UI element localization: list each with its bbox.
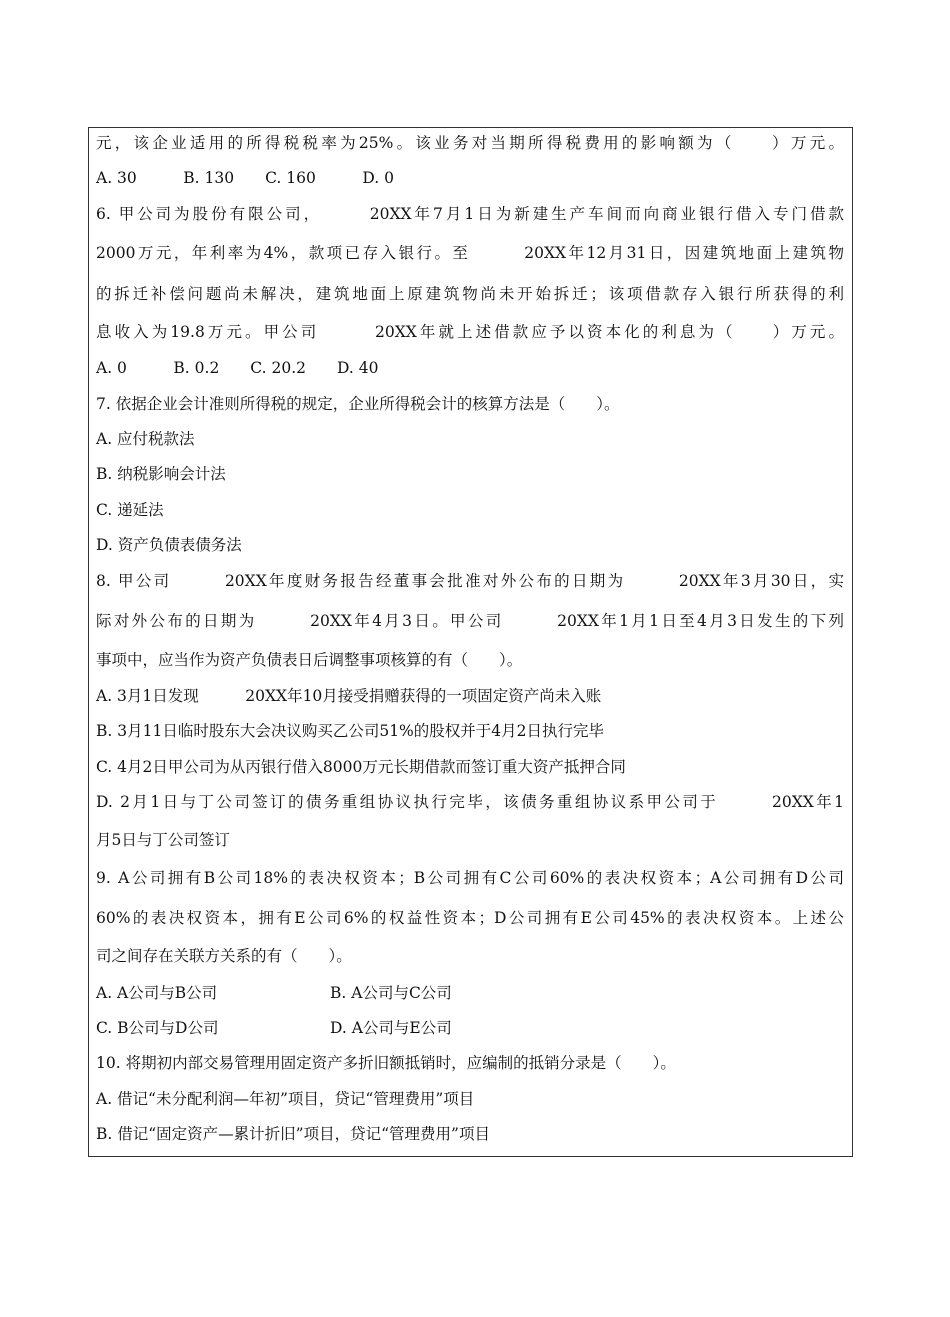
q9-option-c: C. B公司与D公司 — [96, 1019, 219, 1037]
q8-stem-line2: 际对外公布的日期为 20XX年4月3日。甲公司 20XX年1月1日至4月3日发生的下列 — [96, 612, 844, 630]
q6-options: A. 0 B. 0.2 C. 20.2 D. 40 — [96, 359, 379, 377]
q6-stem-line3: 的拆迁补偿问题尚未解决，建筑地面上原建筑物尚未开始拆迁；该项借款存入银行所获得的利 — [96, 285, 844, 303]
q8-stem-line3: 事项中，应当作为资产负债表日后调整事项核算的有（ ）。 — [96, 651, 523, 669]
q8-option-d-line1: D. 2月1日与丁公司签订的债务重组协议执行完毕，该债务重组协议系甲公司于 20XX年1 — [96, 793, 844, 811]
q10-option-a: A. 借记“未分配利润—年初”项目，贷记“管理费用”项目 — [96, 1090, 475, 1108]
q8-option-d-line2: 月5日与丁公司签订 — [96, 831, 230, 849]
q7-option-a: A. 应付税款法 — [96, 430, 195, 448]
q8-option-b: B. 3月11日临时股东大会决议购买乙公司51%的股权并于4月2日执行完毕 — [96, 722, 605, 740]
q8-stem-line1: 8. 甲公司 20XX年度财务报告经董事会批准对外公布的日期为 20XX年3月30日，实 — [96, 572, 844, 590]
q8-option-c: C. 4月2日甲公司为从丙银行借入8000万元长期借款而签订重大资产抵押合同 — [96, 758, 626, 776]
q9-option-d: D. A公司与E公司 — [330, 1019, 452, 1037]
q9-option-b: B. A公司与C公司 — [330, 984, 452, 1002]
q5-options: A. 30 B. 130 C. 160 D. 0 — [96, 169, 394, 187]
q10-stem: 10. 将期初内部交易管理用固定资产多折旧额抵销时，应编制的抵销分录是（ ）。 — [96, 1054, 676, 1072]
q7-option-c: C. 递延法 — [96, 501, 164, 519]
q10-option-b: B. 借记“固定资产—累计折旧”项目，贷记“管理费用”项目 — [96, 1125, 490, 1143]
q7-stem: 7. 依据企业会计准则所得税的规定，企业所得税会计的核算方法是（ ）。 — [96, 395, 620, 413]
q6-stem-line4: 息收入为19.8万元。甲公司 20XX年就上述借款应予以资本化的利息为（ ）万元。 — [96, 323, 844, 341]
q6-stem-line2: 2000万元，年利率为4%，款项已存入银行。至 20XX年12月31日，因建筑地面上建筑物 — [96, 244, 844, 262]
q9-stem-line3: 司之间存在关联方关系的有（ ）。 — [96, 947, 352, 965]
q7-option-b: B. 纳税影响会计法 — [96, 465, 226, 483]
q7-option-d: D. 资产负债表债务法 — [96, 536, 242, 554]
q5-stem-end: 元，该企业适用的所得税税率为25%。该业务对当期所得税费用的影响额为（ ）万元。 — [96, 134, 844, 152]
q9-option-a: A. A公司与B公司 — [96, 984, 218, 1002]
q9-stem-line1: 9. A公司拥有B公司18%的表决权资本；B公司拥有C公司60%的表决权资本；A公司拥有D公司 — [96, 869, 844, 887]
q8-option-a: A. 3月1日发现 20XX年10月接受捐赠获得的一项固定资产尚未入账 — [96, 687, 602, 705]
q6-stem-line1: 6. 甲公司为股份有限公司， 20XX年7月1日为新建生产车间而向商业银行借入专门借款 — [96, 205, 844, 223]
q9-stem-line2: 60%的表决权资本，拥有E公司6%的权益性资本；D公司拥有E公司45%的表决权资本。上述公 — [96, 909, 844, 927]
